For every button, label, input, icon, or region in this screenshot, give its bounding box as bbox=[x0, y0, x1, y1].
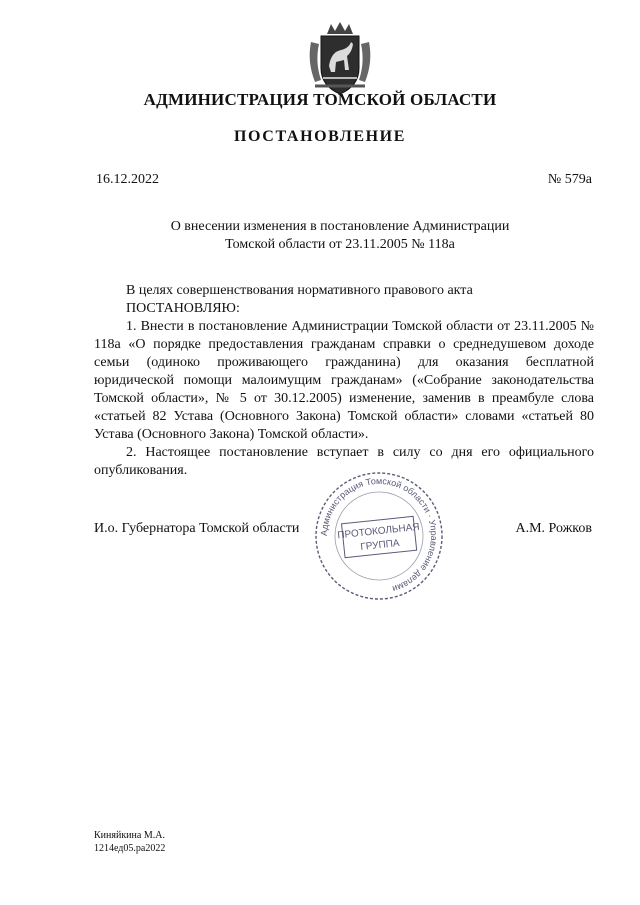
stamp-center-line-1: ПРОТОКОЛЬНАЯ bbox=[336, 521, 421, 542]
preamble: В целях совершенствования нормативного правового акта bbox=[126, 283, 473, 298]
subject-line-2: Томской области от 23.11.2005 № 118а bbox=[225, 237, 455, 252]
stamp-ring-text: Администрация Томской области · Управление делами bbox=[318, 475, 440, 595]
stamp-center-line-2: ГРУППА bbox=[359, 537, 401, 553]
subject-line-1: О внесении изменения в постановление Администрации bbox=[170, 219, 510, 234]
coat-of-arms-icon bbox=[305, 22, 375, 96]
decree-word: ПОСТАНОВЛЯЮ: bbox=[126, 301, 240, 316]
document-subject bbox=[0, 218, 640, 254]
document-body bbox=[94, 282, 594, 480]
document-number: № 579а bbox=[547, 172, 592, 187]
author-name: Киняйкина М.А. bbox=[94, 830, 165, 841]
document-date: 16.12.2022 bbox=[96, 172, 159, 187]
paragraph-item-1: 1. Внести в постановление Администрации Томской области от 23.11.2005 № 118а «О порядке предоставления гражданам справки о среднедушевом доходе семьи (одиноко проживающего гражданина) для оказания бесплатной юридической помощи малоимущим гражданам» («Собрание законодательства Томской области», № 5 от 30.12.2005) изменение, заменив в преамбуле слова «статьей 82 Устава (Основного Закона) Томской области» словами «статьей 80 Устава (Основного Закона) Томской области». bbox=[94, 319, 594, 442]
footer-info bbox=[94, 829, 165, 855]
official-stamp bbox=[313, 470, 445, 602]
signatory-name: А.М. Рожков bbox=[515, 521, 592, 536]
signatory-title: И.о. Губернатора Томской области bbox=[94, 521, 300, 536]
paragraph-item-2: 2. Настоящее постановление вступает в силу со дня его официального опубликования. bbox=[94, 445, 594, 478]
organization-name: АДМИНИСТРАЦИЯ ТОМСКОЙ ОБЛАСТИ bbox=[143, 90, 497, 109]
document-type: ПОСТАНОВЛЕНИЕ bbox=[234, 128, 406, 145]
document-code: 1214ед05.ра2022 bbox=[94, 843, 166, 854]
